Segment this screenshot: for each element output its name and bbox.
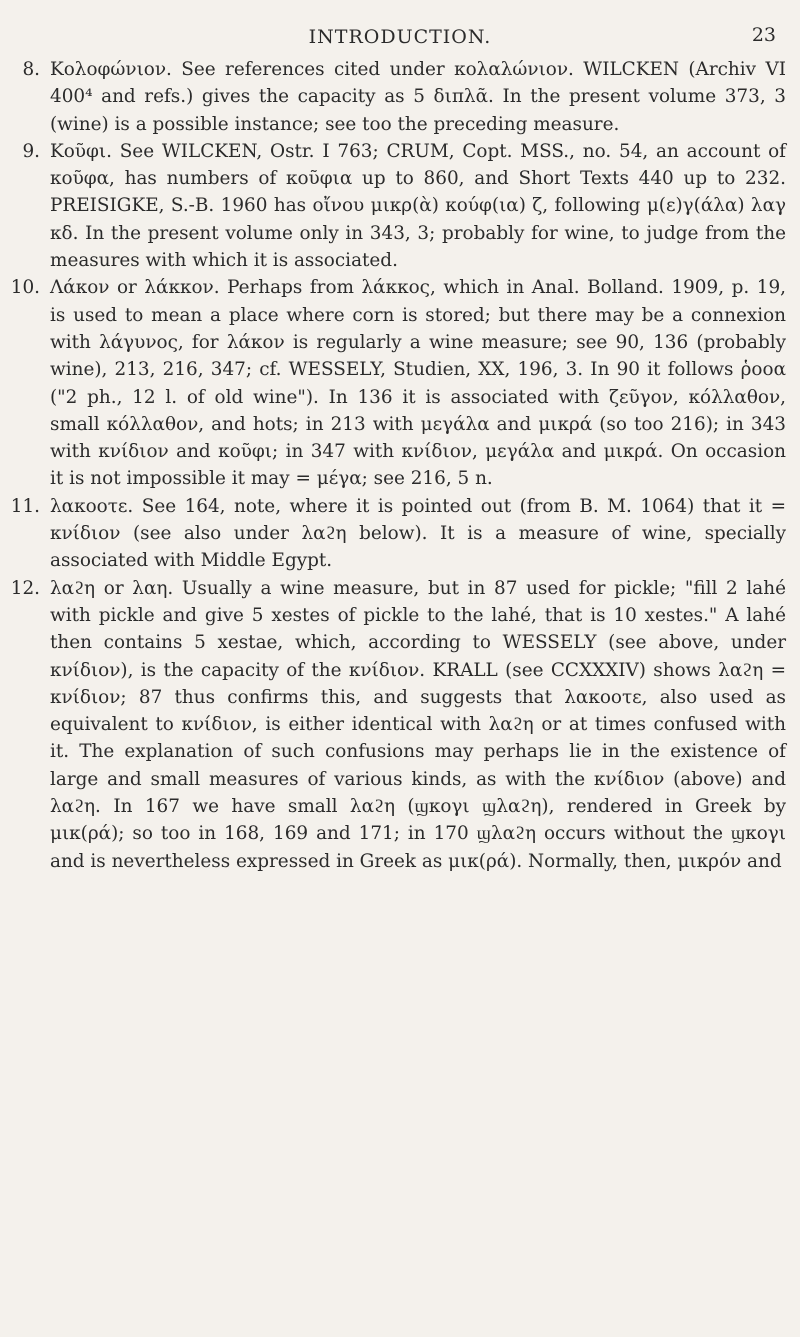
note-number: 10. — [10, 277, 40, 299]
note-text: Κολοφώνιον. See references cited under κολαλώνιον. WILCKEN (Archiv VI 400⁴ and refs.) gives the capacity as 5 διπλᾶ. In the present volume 373, 3 (wine) is a possible instance; see too the preceding measure. — [50, 59, 786, 135]
note-text: Κοῦφι. See WILCKEN, Ostr. I 763; CRUM, Copt. MSS., no. 54, an account of κοῦφα, has numbers of κοῦφια up to 860, and Short Texts 440 up to 232. PREISIGKE, S.-B. 1960 has οἴνου μικρ(ὰ) κούφ(ια) ζ, following μ(ε)γ(άλα) λαγ κδ. In the present volume only in 343, 3; probably for wine, to judge from the measures with which it is associated. — [50, 140, 786, 272]
page-number: 23 — [751, 24, 776, 46]
note-number: 8. — [22, 59, 40, 80]
notes-list — [0, 56, 800, 875]
note-text: Λάκον or λάκκον. Perhaps from λάκκος, which in Anal. Bolland. 1909, p. 19, is used to mean a place where corn is stored; but there may be a connexion with λάγυνος, for λάκον is regularly a wine measure; see 90, 136 (probably wine), 213, 216, 347; cf. WESSELY, Studien, XX, 196, 3. In 90 it follows ῥοοα ("2 ph., 12 l. of old wine"). In 136 it is associated with ζεῦγον, κόλλαθον, small κόλλαθον, and hots; in 213 with μεγάλα and μικρά (so too 216); in 343 with κνίδιον and κοῦφι; in 347 with κνίδιον, μεγάλα and μικρά. On occasion it is not impossible it may = μέγα; see 216, 5 n. — [50, 277, 786, 490]
note-9 — [0, 138, 800, 274]
note-number: 12. — [10, 577, 40, 599]
note-12 — [0, 575, 800, 875]
running-title: INTRODUCTION. — [308, 26, 492, 48]
note-number: 11. — [10, 495, 40, 517]
note-number: 9. — [22, 140, 40, 162]
running-head — [0, 14, 800, 54]
note-text: λαϩη or λαη. Usually a wine measure, but in 87 used for pickle; "fill 2 lahé with pickle and give 5 xestes of pickle to the lahé, that is 10 xestes." A lahé then contains 5 xestae, which, according to WESSELY (see above, under κνίδιον), is the capacity of the κνίδιον. KRALL (see CCXXXIV) shows λαϩη = κνίδιον; 87 thus confirms this, and suggests that λακοοτε, also used as equivalent to κνίδιον, is either identical with λαϩη or at times confused with it. The explanation of such confusions may perhaps lie in the existence of large and small measures of various kinds, as with the κνίδιον (above) and λαϩη. In 167 we have small λαϩη (ϣκογι ϣλαϩη), rendered in Greek by μικ(ρά); so too in 168, 169 and 171; in 170 ϣλαϩη occurs without the ϣκογι and is nevertheless expressed in Greek as μικ(ρά). Normally, then, μικρόν and — [50, 577, 786, 872]
note-11 — [0, 493, 800, 575]
note-8 — [0, 56, 800, 138]
note-text: λακοοτε. See 164, note, where it is pointed out (from B. M. 1064) that it = κνίδιον (see also under λαϩη below). It is a measure of wine, specially associated with Middle Egypt. — [50, 495, 786, 572]
note-10 — [0, 274, 800, 492]
